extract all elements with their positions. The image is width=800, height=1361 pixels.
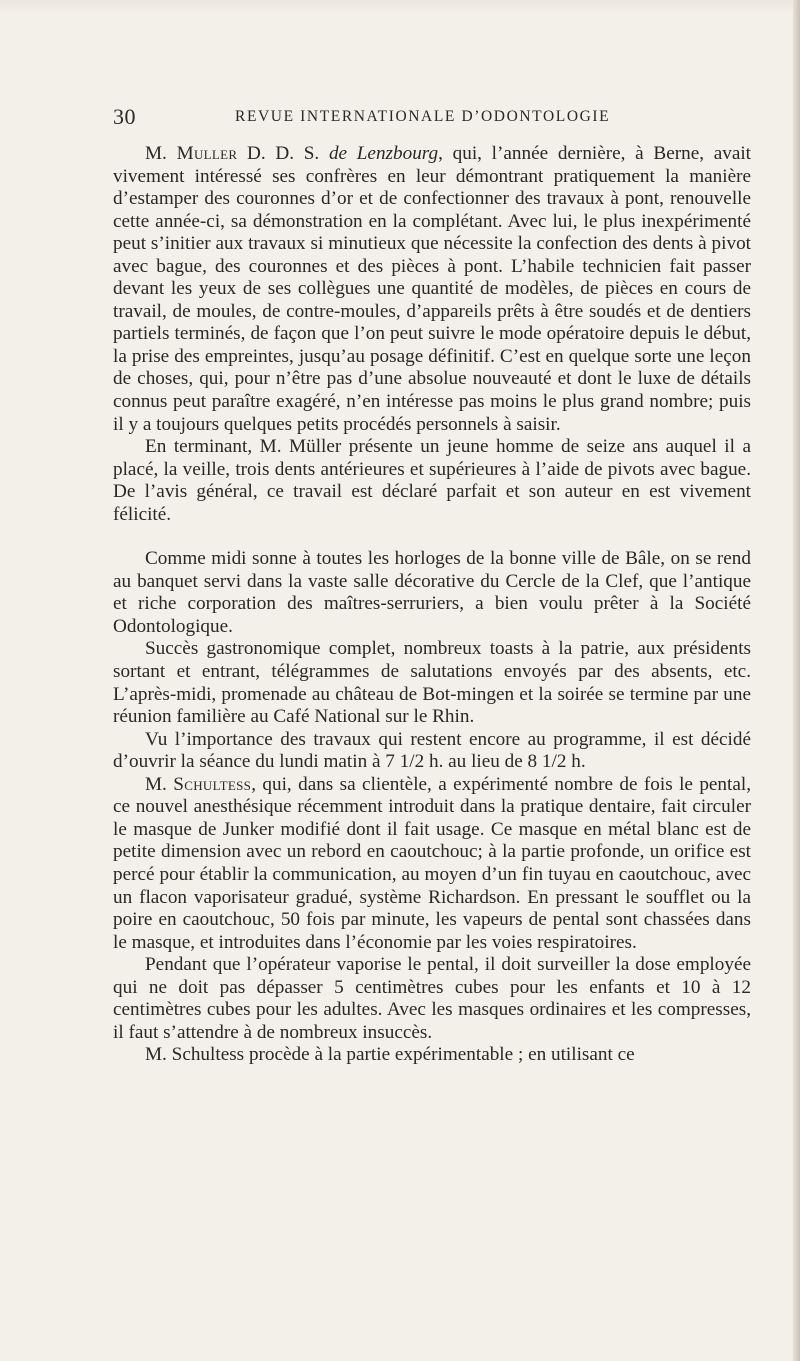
text-run: , qui, dans sa clientèle, a expérimenté nombre de fois le pental, ce nouvel anesthésique récemment introduit dans la pratique dentaire, fait circuler le masque de Junker modifié dont il fait usage. Ce masque en métal blanc est de petite dimension avec un rebord en caoutchouc; à la partie profonde, un orifice est percé pour établir la communication, au moyen d’un fin tuyau en caoutchouc, avec un flacon vaporisateur gradué, système Richardson. En pressant le soufflet ou la poire en caoutchouc, 50 fois par minute, les vapeurs de pental sont chassées dans le masque, et introduites dans l’économie par les voies respiratoires.: [113, 773, 751, 953]
text-run: Vu l’importance des travaux qui restent encore au programme, il est décidé d’ouvrir la séance du lundi matin à 7 1/2 h. au lieu de 8 1/2 h.: [113, 728, 751, 773]
text-run: , qui, l’année dernière, à Berne, avait vivement intéressé ses confrères en leur démontrant pratiquement la manière d’estamper des couronnes d’or et de confectionner des travaux à pont, renouvelle cette année-ci, sa démonstration en la complétant. Avec lui, le plus inexpérimenté peut s’initier aux travaux si minutieux que nécessite la confection des dents à pivot avec bague, des couronnes et des pièces à pont. L’habile technicien fait passer devant les yeux de ses collègues une quantité de modèles, de pièces en cours de travail, de moules, de contre-moules, d’appareils prêts à être soudés et de dentiers partiels terminés, de façon que l’on peut suivre le mode opératoire depuis le début, la prise des empreintes, jusqu’au posage définitif. C’est en quelque sorte une leçon de choses, qui, pour n’être pas d’une absolue nouveauté et dont le luxe de détails connus peut paraître exagéré, n’en intéresse pas moins le plus grand nombre; puis il y a toujours quelques petits procédés personnels à saisir.: [113, 143, 752, 435]
text-run: M. Schultess procède à la partie expérimentable ; en utilisant ce: [145, 1044, 635, 1066]
page-number: 30: [113, 104, 136, 129]
text-run: M.: [145, 143, 177, 164]
text-run: Succès gastronomique complet, nombreux toasts à la patrie, aux présidents sortant et entrant, télégrammes de salutations envoyés par des absents, etc. L’après-midi, promenade au château de Bot-mingen et la soirée se termine par une réunion familière au Café National sur le Rhin.: [113, 638, 751, 728]
paragraph: [113, 729, 751, 774]
running-head: [113, 104, 743, 134]
person-name: Schultess: [173, 773, 252, 795]
paragraph: [113, 954, 751, 1044]
person-name: Muller: [176, 143, 238, 164]
text-run: En terminant, M. Müller présente un jeune homme de seize ans auquel il a placé, la veille, trois dents antérieures et supérieures à l’aide de pivots avec bague. De l’avis général, ce travail est déclaré parfait et son auteur en est vivement félicité.: [113, 436, 751, 525]
page-edge-shadow: [793, 0, 800, 1361]
paragraph: [113, 548, 751, 638]
page-top-shade: [0, 0, 800, 14]
place-name: de Lenzbourg: [328, 143, 439, 164]
paragraph: [113, 143, 751, 436]
paragraph: [113, 1044, 751, 1067]
paragraph: [113, 638, 751, 728]
body-text: [113, 143, 751, 1067]
text-run: Comme midi sonne à toutes les horloges de la bonne ville de Bâle, on se rend au banquet servi dans la vaste salle décorative du Cercle de la Clef, que l’antique et riche corporation des maîtres-serruriers, a bien voulu prêter à la Société Odontologique.: [113, 548, 751, 637]
paragraph: [113, 436, 751, 526]
text-run: D. D. S.: [237, 143, 329, 164]
text-run: M.: [145, 773, 174, 795]
text-run: Pendant que l’opérateur vaporise le pental, il doit surveiller la dose employée qui ne doit pas dépasser 5 centimètres cubes pour les enfants et 10 à 12 centimètres cubes pour les adultes. Avec les masques ordinaires et les compresses, il faut s’attendre à de nombreux insuccès.: [113, 954, 751, 1043]
paragraph: [113, 774, 751, 954]
running-title: REVUE INTERNATIONALE D’ODONTOLOGIE: [235, 108, 611, 125]
